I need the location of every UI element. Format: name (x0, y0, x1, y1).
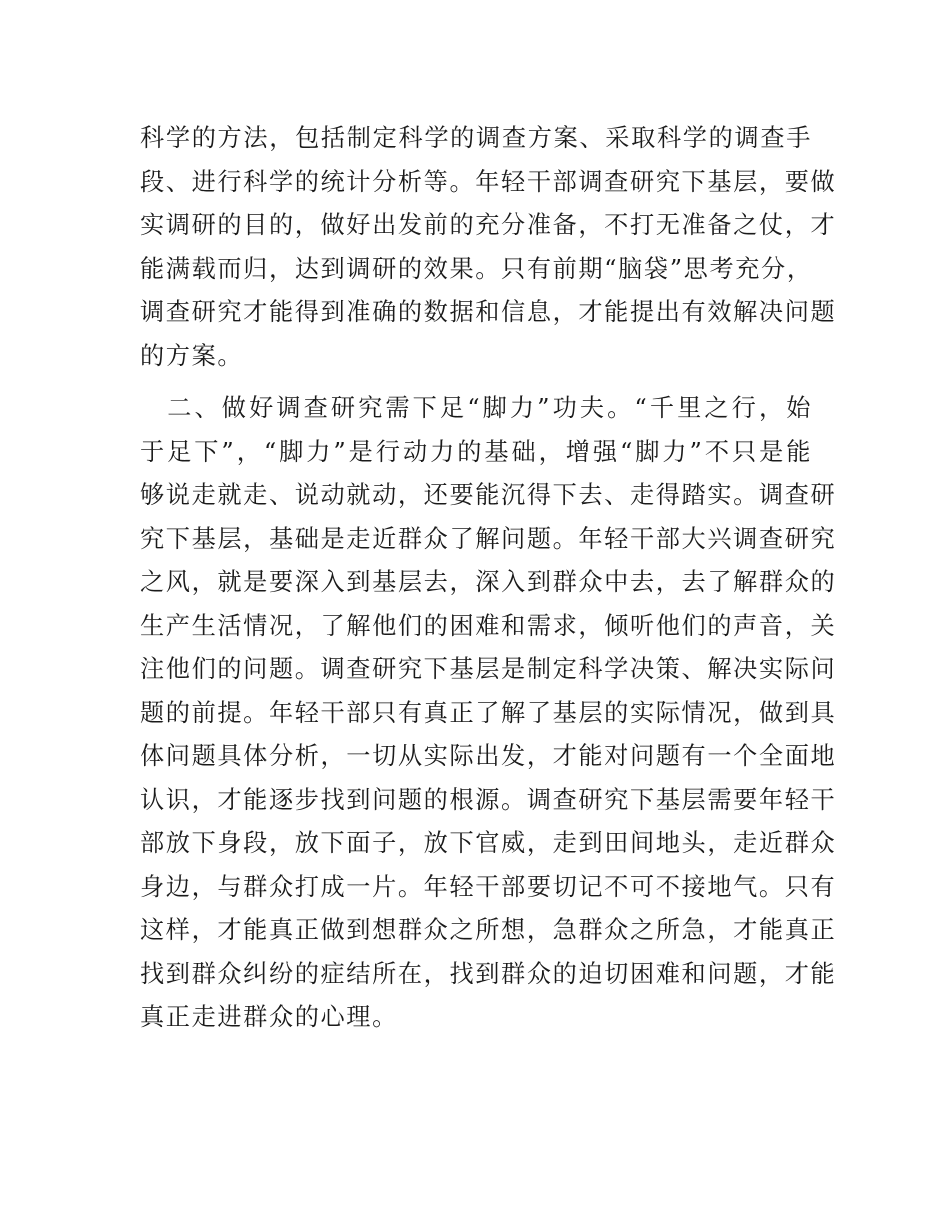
paragraph-line: 找到群众纠纷的症结所在，找到群众的迫切困难和问题，才能 (140, 959, 837, 988)
paragraph-line: 题的前提。年轻干部只有真正了解了基层的实际情况，做到具 (140, 698, 837, 727)
paragraph-line: 实调研的目的，做好出发前的充分准备，不打无准备之仗，才 (140, 211, 837, 239)
paragraph-1 (140, 117, 837, 378)
body-text (140, 117, 837, 1040)
paragraph-line: 真正走进群众的心理。 (140, 1003, 398, 1031)
paragraph-line: 注他们的问题。调查研究下基层是制定科学决策、解决实际问 (140, 655, 837, 683)
paragraph-line: 体问题具体分析，一切从实际出发，才能对问题有一个全面地 (140, 742, 837, 770)
paragraph-2 (140, 387, 837, 1040)
paragraph-line: 段、进行科学的统计分析等。年轻干部调查研究下基层，要做 (140, 167, 837, 196)
paragraph-line: 之风，就是要深入到基层去，深入到群众中去，去了解群众的 (140, 568, 837, 596)
paragraph-line: 这样，才能真正做到想群众之所想，急群众之所急，才能真正 (140, 916, 837, 944)
paragraph-line: 认识，才能逐步找到问题的根源。调查研究下基层需要年轻干 (140, 785, 837, 814)
paragraph-line: 科学的方法，包括制定科学的调查方案、采取科学的调查手 (140, 124, 812, 152)
paragraph-line: 部放下身段，放下面子，放下官威，走到田间地头，走近群众 (140, 829, 837, 857)
paragraph-line: 能满载而归，达到调研的效果。只有前期“脑袋”思考充分， (140, 254, 813, 283)
paragraph-line: 够说走就走、说动就动，还要能沉得下去、走得踏实。调查研 (140, 481, 837, 509)
paragraph-line: 究下基层，基础是走近群众了解问题。年轻干部大兴调查研究 (140, 524, 837, 553)
paragraph-line: 的方案。 (140, 341, 244, 370)
paragraph-line: 于足下”，“脚力”是行动力的基础，增强“脚力”不只是能 (140, 437, 812, 466)
paragraph-line: 生产生活情况，了解他们的困难和需求，倾听他们的声音，关 (140, 611, 837, 640)
paragraph-line: 调查研究才能得到准确的数据和信息，才能提出有效解决问题 (140, 298, 837, 326)
paragraph-line: 身边，与群众打成一片。年轻干部要切记不可不接地气。只有 (140, 872, 837, 901)
paragraph-line: 二、做好调查研究需下足“脚力”功夫。“千里之行，始 (140, 394, 812, 422)
